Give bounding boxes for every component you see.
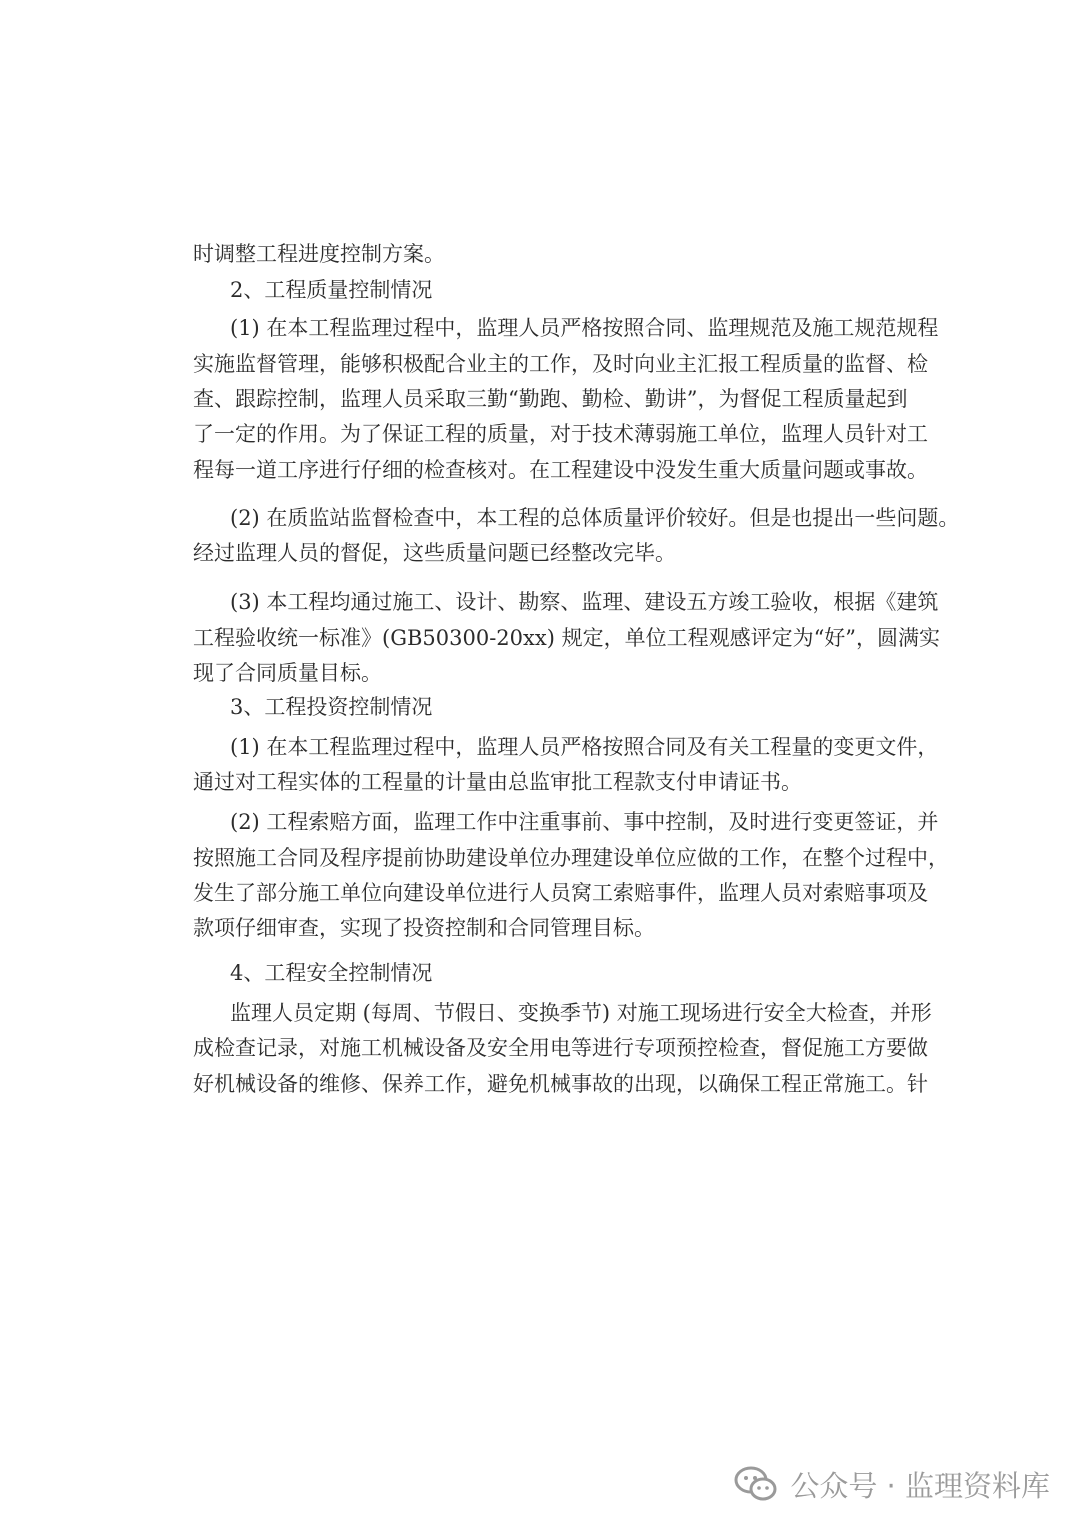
text-line: (1) 在本工程监理过程中，监理人员严格按照合同及有关工程量的变更文件， — [230, 735, 939, 759]
text-line: 实施监督管理，能够积极配合业主的工作，及时向业主汇报工程质量的监督、检 — [193, 352, 928, 376]
wechat-icon — [734, 1465, 778, 1503]
text-line: (3) 本工程均通过施工、设计、勘察、监理、建设五方竣工验收，根据《建筑 — [230, 590, 939, 614]
text-line: 监理人员定期 (每周、节假日、变换季节) 对施工现场进行安全大检查，并形 — [230, 1001, 932, 1025]
text-line: 程每一道工序进行仔细的检查核对。在工程建设中没发生重大质量问题或事故。 — [193, 458, 928, 482]
text-line: 工程验收统一标准》(GB50300-20xx) 规定，单位工程观感评定为“好”，圆满实 — [193, 626, 941, 650]
text-line: 现了合同质量目标。 — [193, 661, 382, 685]
text-line: 按照施工合同及程序提前协助建设单位办理建设单位应做的工作，在整个过程中， — [193, 846, 949, 870]
text-line: 款项仔细审查，实现了投资控制和合同管理目标。 — [193, 916, 655, 940]
text-line: 成检查记录，对施工机械设备及安全用电等进行专项预控检查，督促施工方要做 — [193, 1036, 928, 1060]
text-line: 了一定的作用。为了保证工程的质量，对于技术薄弱施工单位，监理人员针对工 — [193, 422, 928, 446]
text-line: 好机械设备的维修、保养工作，避免机械事故的出现，以确保工程正常施工。针 — [193, 1072, 928, 1096]
text-line: (2) 在质监站监督检查中，本工程的总体质量评价较好。但是也提出一些问题。 — [230, 506, 960, 530]
section-heading-safety: 4、工程安全控制情况 — [230, 961, 433, 985]
section-heading-quality: 2、工程质量控制情况 — [230, 278, 433, 302]
text-line: (2) 工程索赔方面，监理工作中注重事前、事中控制，及时进行变更签证，并 — [230, 810, 939, 834]
text-line: (1) 在本工程监理过程中，监理人员严格按照合同、监理规范及施工规范规程 — [230, 316, 939, 340]
text-line: 查、跟踪控制，监理人员采取三勤“勤跑、勤检、勤讲”，为督促工程质量起到 — [193, 387, 908, 411]
section-heading-investment: 3、工程投资控制情况 — [230, 695, 433, 719]
text-line: 发生了部分施工单位向建设单位进行人员窝工索赔事件，监理人员对索赔事项及 — [193, 881, 928, 905]
text-line: 时调整工程进度控制方案。 — [193, 242, 445, 266]
watermark-text: 公众号 · 监理资料库 — [790, 1468, 1050, 1503]
text-line: 通过对工程实体的工程量的计量由总监审批工程款支付申请证书。 — [193, 770, 802, 794]
watermark — [734, 1460, 1050, 1508]
text-line: 经过监理人员的督促，这些质量问题已经整改完毕。 — [193, 541, 676, 565]
